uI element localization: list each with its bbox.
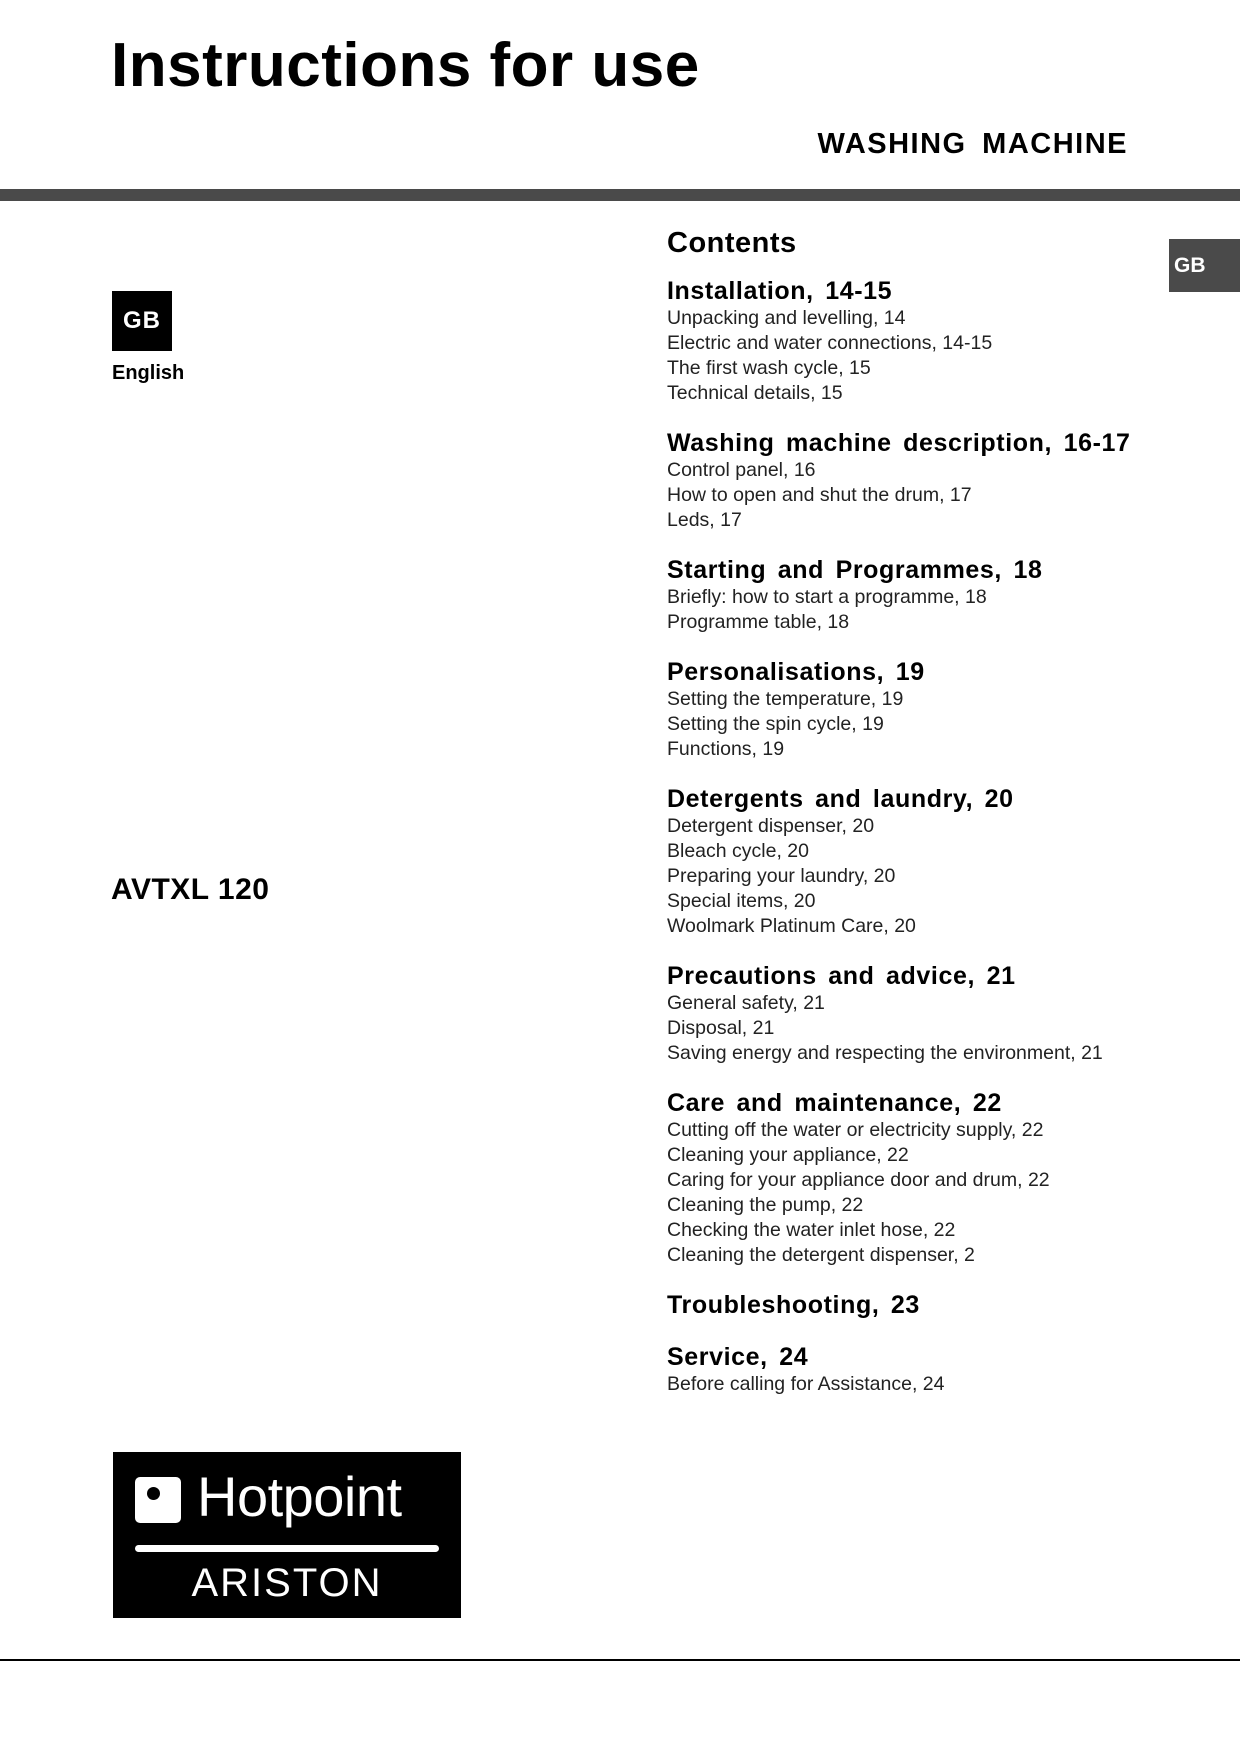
contents-section — [667, 1088, 1187, 1268]
contents-entry: Technical details, 15 — [667, 382, 843, 404]
contents-entry: Cleaning your appliance, 22 — [667, 1144, 909, 1166]
contents-entry: Briefly: how to start a programme, 18 — [667, 586, 987, 608]
contents-sections — [667, 276, 1187, 1397]
contents-entry: Leds, 17 — [667, 509, 742, 531]
contents-entry: Detergent dispenser, 20 — [667, 815, 875, 837]
contents-title: Contents — [667, 227, 797, 259]
brand-subname: ARISTON — [191, 1561, 383, 1605]
contents-entry: Before calling for Assistance, 24 — [667, 1373, 945, 1395]
contents-section — [667, 1342, 1187, 1397]
contents-section — [667, 961, 1187, 1066]
section-heading: Precautions and advice, 21 — [667, 962, 1016, 990]
section-heading: Washing machine description, 16-17 — [667, 429, 1131, 457]
top-divider — [0, 189, 1240, 201]
page-title: Instructions for use — [111, 31, 700, 100]
contents-entry: Electric and water connections, 14-15 — [667, 332, 993, 354]
contents-entry: Checking the water inlet hose, 22 — [667, 1219, 956, 1241]
contents-entry: Caring for your appliance door and drum, 22 — [667, 1169, 1050, 1191]
contents-entry: Cutting off the water or electricity supply, 22 — [667, 1119, 1044, 1141]
section-heading: Installation, 14-15 — [667, 277, 893, 305]
language-label: English — [112, 362, 185, 384]
contents-entry: The first wash cycle, 15 — [667, 357, 871, 379]
section-heading: Personalisations, 19 — [667, 658, 925, 686]
contents-entry: Programme table, 18 — [667, 611, 850, 633]
contents-entry: General safety, 21 — [667, 992, 825, 1014]
contents-section — [667, 1290, 1187, 1320]
language-side-tab: GB — [1169, 239, 1240, 292]
brand-logo — [113, 1452, 461, 1618]
contents-entry: Cleaning the detergent dispenser, 2 — [667, 1244, 975, 1266]
contents-entry: Setting the temperature, 19 — [667, 688, 904, 710]
contents-entry: Disposal, 21 — [667, 1017, 775, 1039]
section-heading: Service, 24 — [667, 1343, 809, 1371]
model-number: AVTXL 120 — [111, 873, 270, 906]
brand-mark-icon — [135, 1477, 181, 1523]
contents-entry: Cleaning the pump, 22 — [667, 1194, 864, 1216]
bottom-divider — [0, 1659, 1240, 1661]
contents-entry: Control panel, 16 — [667, 459, 816, 481]
contents-section — [667, 784, 1187, 939]
section-heading: Troubleshooting, 23 — [667, 1291, 920, 1319]
contents-section — [667, 428, 1187, 533]
contents-entry: Woolmark Platinum Care, 20 — [667, 915, 916, 937]
contents-entry: Functions, 19 — [667, 738, 785, 760]
contents-section — [667, 657, 1187, 762]
contents-section — [667, 555, 1187, 635]
language-badge: GB — [112, 291, 172, 351]
page-subtitle: WASHING MACHINE — [817, 128, 1128, 160]
table-of-contents — [667, 226, 1187, 1419]
section-heading: Detergents and laundry, 20 — [667, 785, 1014, 813]
brand-name: Hotpoint — [197, 1465, 402, 1528]
section-heading: Starting and Programmes, 18 — [667, 556, 1043, 584]
contents-entry: How to open and shut the drum, 17 — [667, 484, 972, 506]
contents-entry: Saving energy and respecting the environment, 21 — [667, 1042, 1103, 1064]
contents-entry: Preparing your laundry, 20 — [667, 865, 896, 887]
contents-entry: Setting the spin cycle, 19 — [667, 713, 884, 735]
brand-divider — [135, 1545, 439, 1552]
section-heading: Care and maintenance, 22 — [667, 1089, 1002, 1117]
contents-entry: Unpacking and levelling, 14 — [667, 307, 906, 329]
contents-entry: Special items, 20 — [667, 890, 816, 912]
contents-entry: Bleach cycle, 20 — [667, 840, 809, 862]
contents-section — [667, 276, 1187, 406]
